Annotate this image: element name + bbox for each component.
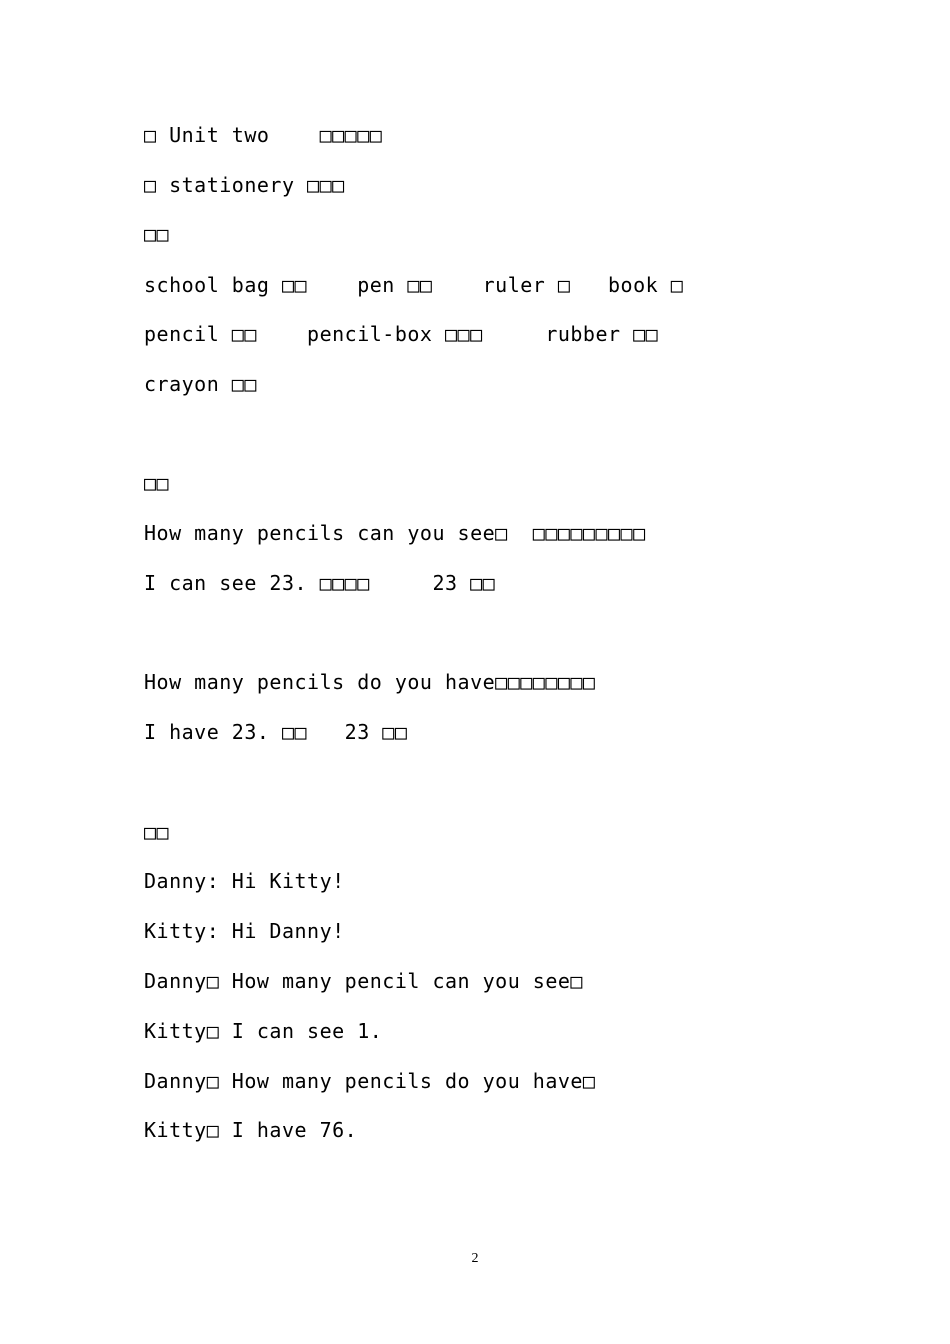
dialogue-line-6: Kitty□ I have 76. (144, 1118, 358, 1142)
vocabulary-section-label: □□ (144, 222, 170, 246)
dialogue-line-3: Danny□ How many pencil can you see□ (144, 969, 583, 993)
dialogue-line-4: Kitty□ I can see 1. (144, 1019, 383, 1043)
vocabulary-line-1: school bag □□ pen □□ ruler □ book □ (144, 273, 684, 297)
sentences-section-label: □□ (144, 471, 170, 495)
sentence-question-2: How many pencils do you have□□□□□□□□ (144, 670, 596, 694)
topic-heading: □ stationery □□□ (144, 173, 345, 197)
dialogue-line-2: Kitty: Hi Danny! (144, 919, 345, 943)
sentence-answer-2: I have 23. □□ 23 □□ (144, 720, 408, 744)
page-number: 2 (471, 1251, 479, 1266)
sentence-question-1: How many pencils can you see□ □□□□□□□□□ (144, 521, 646, 545)
sentence-answer-1: I can see 23. □□□□ 23 □□ (144, 571, 496, 595)
dialogue-line-5: Danny□ How many pencils do you have□ (144, 1069, 596, 1093)
vocabulary-line-2: pencil □□ pencil-box □□□ rubber □□ (144, 322, 659, 346)
unit-heading: □ Unit two □□□□□ (144, 123, 383, 147)
vocabulary-line-3: crayon □□ (144, 372, 257, 396)
dialogue-section-label: □□ (144, 820, 170, 844)
dialogue-line-1: Danny: Hi Kitty! (144, 869, 345, 893)
